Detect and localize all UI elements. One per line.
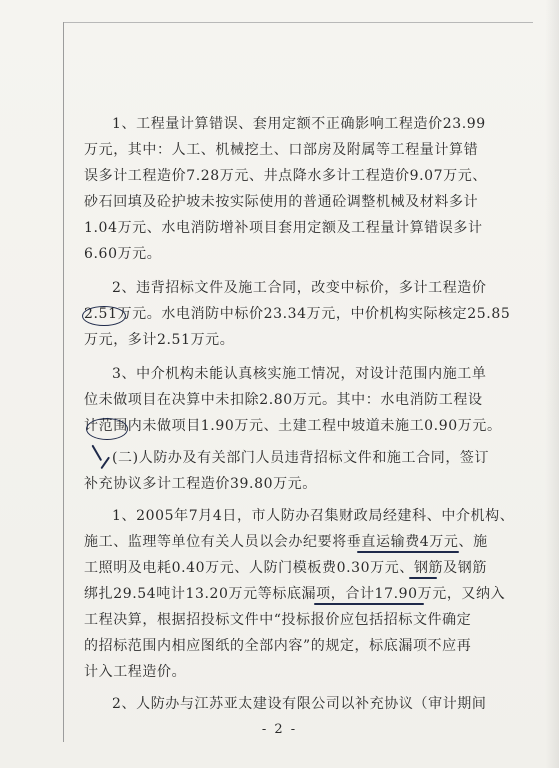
paragraph-1-line-5: 1.04万元、水电消防增补项目套用定额及工程量计算错误多计 bbox=[84, 220, 483, 236]
paragraph-1-line-1: 1、工程量计算错误、套用定额不正确影响工程造价23.99 bbox=[112, 116, 486, 132]
pen-check-mark bbox=[92, 445, 102, 461]
paragraph-6-line-1: 2、人防办与江苏亚太建设有限公司以补充协议（审计期间 bbox=[112, 696, 487, 712]
pen-underline-mark bbox=[314, 603, 424, 605]
paragraph-1-line-3: 误多计工程造价7.28万元、井点降水多计工程造价9.07万元、 bbox=[84, 168, 487, 184]
paragraph-5-line-3: 工照明及电耗0.40万元、人防门模板费0.30万元、钢筋及钢筋 bbox=[84, 560, 487, 576]
paragraph-5-line-7: 计入工程造价。 bbox=[84, 664, 187, 680]
left-margin-line bbox=[63, 22, 64, 742]
paragraph-2-line-1: 2、违背招标文件及施工合同，改变中标价，多计工程造价 bbox=[112, 280, 487, 296]
section-2-heading-line-1: (二)人防办及有关部门人员违背招标文件和施工合同，签订 bbox=[112, 450, 490, 466]
paragraph-3-line-2: 位未做项目在决算中未扣除2.80万元。其中：水电消防工程设 bbox=[84, 392, 483, 408]
pen-underline-mark bbox=[357, 551, 459, 553]
paragraph-5-line-6: 的招标范围内相应图纸的全部内容”的规定，标底漏项不应再 bbox=[84, 638, 472, 654]
pen-circle-mark bbox=[86, 418, 128, 440]
paragraph-1-line-2: 万元，其中：人工、机械挖土、口部房及附属等工程量计算错 bbox=[84, 142, 479, 158]
paragraph-5-line-4: 绑扎29.54吨计13.20万元等标底漏项，合计17.90万元，又纳入 bbox=[84, 586, 506, 602]
pen-underline-mark bbox=[409, 577, 437, 579]
paragraph-2-line-2: 2.51万元。水电消防中标价23.34万元，中价机构实际核定25.85 bbox=[84, 306, 511, 322]
paragraph-3-line-3: 计范围内未做项目1.90万元、土建工程中坡道未施工0.90万元。 bbox=[84, 418, 502, 434]
paragraph-5-line-1: 1、2005年7月4日，市人防办召集财政局经建科、中介机构、 bbox=[112, 508, 515, 524]
pen-circle-mark bbox=[82, 306, 126, 326]
paragraph-3-line-1: 3、中介机构未能认真核实施工情况，对设计范围内施工单 bbox=[112, 366, 487, 382]
paragraph-2-line-3: 万元，多计2.51万元。 bbox=[84, 332, 235, 348]
paragraph-1-line-6: 6.60万元。 bbox=[84, 246, 162, 262]
section-2-heading-line-2: 补充协议多计工程造价39.80万元。 bbox=[84, 476, 317, 492]
page-number: - 2 - bbox=[261, 722, 298, 737]
top-border-line bbox=[63, 22, 533, 23]
paragraph-1-line-4: 砂石回填及砼护坡未按实际使用的普通砼调整机械及材料多计 bbox=[84, 194, 479, 210]
paragraph-5-line-5: 工程决算，根据招投标文件中“投标报价应包括招标文件确定 bbox=[84, 612, 472, 628]
paragraph-5-line-2: 施工、监理等单位有关人员以会办纪要将垂直运输费4万元、施 bbox=[84, 534, 488, 550]
pen-check-mark bbox=[100, 457, 109, 469]
